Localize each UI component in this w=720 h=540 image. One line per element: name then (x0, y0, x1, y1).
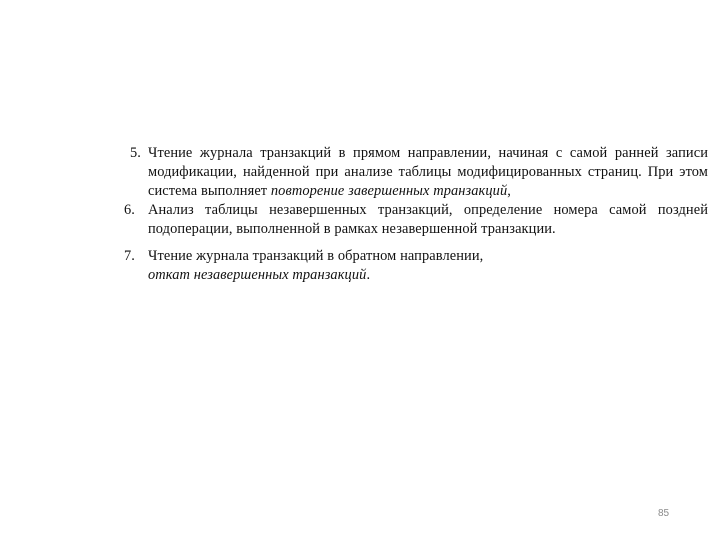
list-item-emphasis: откат незавершенных транзакций (148, 267, 367, 283)
list-item-6 (124, 201, 708, 239)
list-item-number: 6. (124, 202, 135, 218)
list-item-emphasis: повторение завершенных транзакций (270, 183, 508, 199)
list-item-tail: , (507, 183, 511, 199)
list-item-tail: . (366, 267, 371, 283)
list-item-5 (124, 144, 708, 201)
list-item-body: Чтение журнала транзакций в прямом направлении, начиная с самой ранней записи модификации, найденной при анализе таблицы модифицированных страниц. При этом система выполняет (148, 145, 708, 199)
page-number: 85 (658, 508, 670, 519)
list-item-number: 7. (124, 248, 135, 264)
list-item-text: Анализ таблицы незавершенных транзакций, определение номера самой поздней подоперации, выполненной в рамках незавершенной транзакции. (148, 202, 708, 237)
list-item-text (148, 247, 708, 285)
list-item-text (148, 144, 708, 201)
list-item-number: 5. (130, 145, 141, 161)
list-item-7 (124, 247, 708, 285)
numbered-list (124, 144, 708, 285)
list-item-body: Чтение журнала транзакций в обратном направлении, (148, 248, 484, 264)
